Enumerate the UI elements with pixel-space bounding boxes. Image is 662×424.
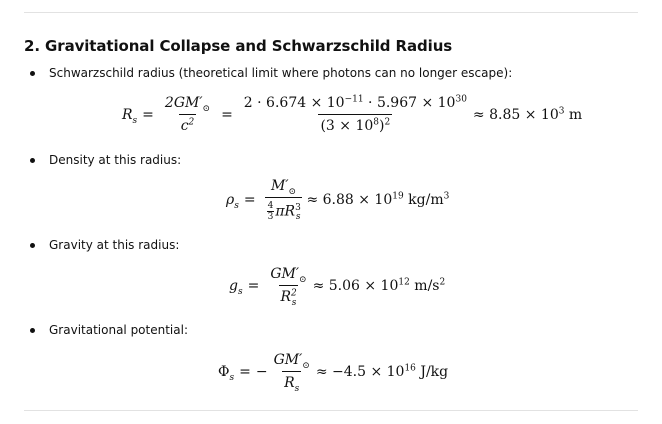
- equation-schwarzschild-radius: $R_s$ = $\frac{2GM'_⊙}{c^2}$ = $\frac{2 \cdot 6.674 \times 10^{-11} \cdot 5.967 \times 10^{30}}{(3 \times 10^8)^2}$ ≈ $8.85 \times 10^3$ m: [122, 94, 583, 134]
- equation-gravity: $g_s$ = $\frac{GM'_⊙}{R^2_s}$ ≈ $5.06 \times 10^{12}$ $m/s^2$: [229, 266, 446, 308]
- bullet-text: Density at this radius:: [49, 153, 182, 167]
- fraction-numeric: $\frac{2 \cdot 6.674 \times 10^{-11} \cdot 5.967 \times 10^{30}}{(3 \times 10^8)^2}$: [243, 94, 467, 134]
- fraction-symbolic: $\frac{2GM'_⊙}{c^2}$: [164, 95, 211, 134]
- fraction: $\frac{GM'_⊙}{R^2_s}$: [270, 266, 307, 308]
- result: ≈ $5.06 \times 10^{12}$ $m/s^2$: [312, 276, 446, 294]
- equation-potential: $\Phi_s$ = − $\frac{GM'_⊙}{R_s}$ ≈ $-4.5 \times 10^{16}$ J/kg: [218, 352, 449, 394]
- bullet-dot: [30, 158, 35, 163]
- bullet-dot: [30, 328, 35, 333]
- result: ≈ $6.88 \times 10^{19}$ $kg/m^3$: [306, 191, 450, 208]
- bullet-text: Schwarzschild radius (theoretical limit where photons can no longer escape):: [49, 66, 513, 80]
- lhs: $g_s$: [229, 277, 243, 297]
- bullet-gravity: [30, 238, 179, 252]
- fraction: $\frac{GM'_⊙}{R_s}$: [273, 352, 310, 394]
- bullet-dot: [30, 243, 35, 248]
- lhs: $\rho_s$: [226, 192, 239, 211]
- result: ≈ $-4.5 \times 10^{16}$ J/kg: [315, 362, 449, 380]
- lhs: $R_s$: [122, 106, 138, 126]
- bullet-density: [30, 153, 181, 167]
- section-heading: 2. Gravitational Collapse and Schwarzschild Radius: [24, 37, 453, 55]
- equation-density: $\rho_s$ = $M'_⊙$ $\frac{4}{3}$ $\pi R^3_s$ ≈ $6.88 \times 10^{19}$ $kg/m^3$: [226, 178, 450, 223]
- bullet-dot: [30, 71, 35, 76]
- bottom-divider: [24, 410, 638, 411]
- result: ≈ $8.85 \times 10^3$ m: [472, 105, 583, 123]
- bullet-text: Gravity at this radius:: [49, 238, 180, 252]
- top-divider: [24, 12, 638, 13]
- lhs: $\Phi_s$: [218, 363, 235, 383]
- bullet-potential: [30, 323, 188, 337]
- bullet-schwarzschild-radius: [30, 66, 512, 80]
- bullet-text: Gravitational potential:: [49, 323, 188, 337]
- fraction: $M'_⊙$ $\frac{4}{3}$ $\pi R^3_s$: [265, 178, 303, 222]
